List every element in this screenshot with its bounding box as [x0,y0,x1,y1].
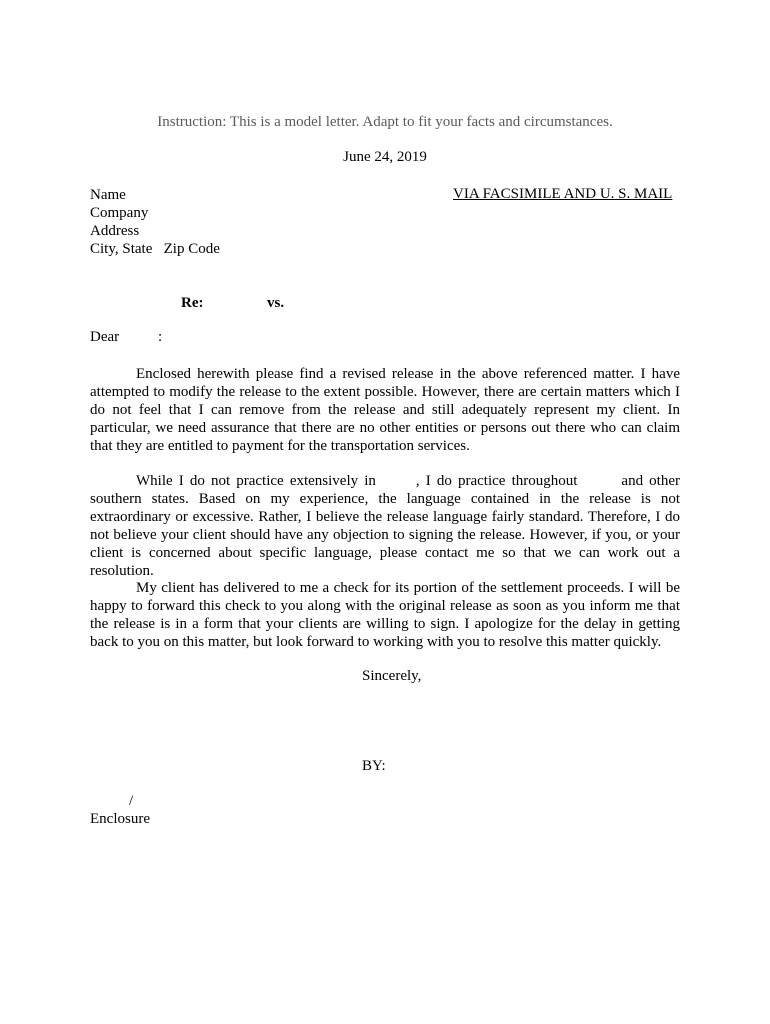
recipient-company: Company [90,205,149,221]
instruction-line: Instruction: This is a model letter. Adapt to fit your facts and circumstances. [157,114,613,130]
salutation [90,329,163,346]
body-paragraph-2 [90,472,680,580]
salutation-dear: Dear [90,329,120,345]
recipient-address: Address [90,223,140,239]
paragraph-3-text: My client has delivered to me a check for its portion of the settlement proceeds. I will be happy to forward this check to you along with the original release as soon as you inform me that the release is in a form that your clients are willing to sign. I apologize for the delay in getting back to you on this matter, but look forward to working with you to resolve this matter quickly. [90,580,680,650]
paragraph-2-text-b: , I do practice throughout [415,473,578,489]
recipient-name: Name [90,187,126,203]
signature-by: BY: [362,758,386,774]
salutation-colon: : [158,329,163,345]
body-paragraph-3 [90,579,680,651]
letter-date: June 24, 2019 [343,149,427,165]
initials-slash: / [129,793,134,809]
recipient-address-block [90,186,220,258]
re-label: Re: [181,295,204,311]
body-paragraph-1 [90,365,680,455]
paragraph-2-text-a: While I do not practice extensively in [136,473,376,489]
re-vs: vs. [267,295,285,311]
closing: Sincerely, [362,668,422,684]
paragraph-2-text-c: and other southern states. Based on my experience, the language contained in the release is not extraordinary or excessive. Rather, I believe the release language fairly standard. Therefore, I do not believe your client should have any objection to signing the release. However, if you, or your client is concerned about specific language, please contact me so that we can work out a resolution. [90,473,680,579]
delivery-method: VIA FACSIMILE AND U. S. MAIL [453,186,673,202]
re-line [181,295,285,312]
recipient-city-state-zip: City, State Zip Code [90,241,220,257]
paragraph-1-text: Enclosed herewith please find a revised release in the above referenced matter. I have attempted to modify the release to the extent possible. However, there are certain matters which I do not feel that I can remove from the release and still adequately represent my client. In particular, we need assurance that there are no other entities or persons out there who can claim that they are entitled to payment for the transportation services. [90,366,680,454]
enclosure-note: Enclosure [90,811,150,827]
